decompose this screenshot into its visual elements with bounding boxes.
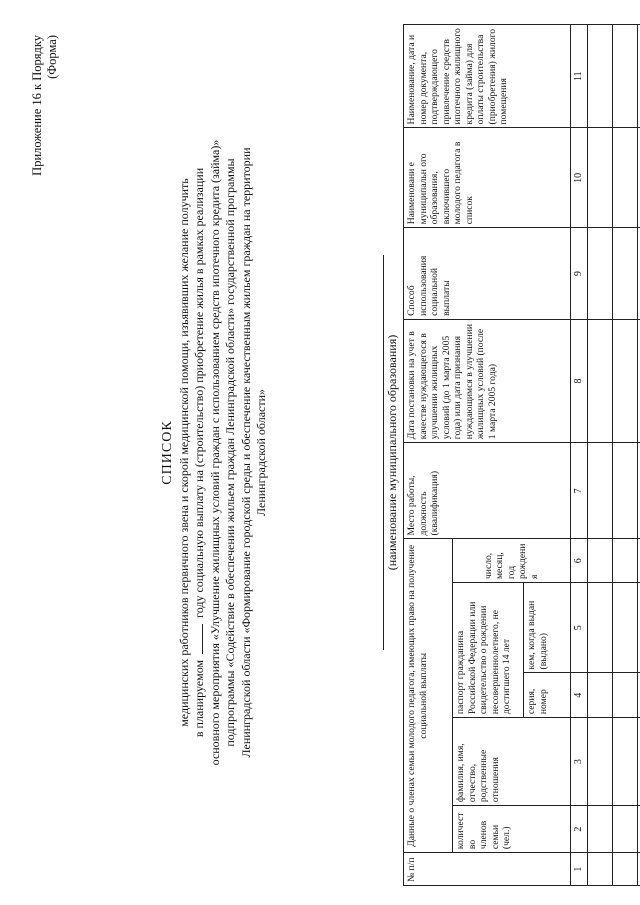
table-cell[interactable]: [588, 718, 613, 806]
table-cell[interactable]: [613, 319, 638, 442]
appendix-line-1: Приложение 16 к Порядку: [30, 35, 44, 176]
table-row: [588, 25, 613, 886]
header-registration-date: Дата постановки на учет в качестве нуждающегося в улучшении жилищных условий (до 1 марта 2005 года) или дата признания нуждающимся в улучшении жилищных условий (после 1 марта 2005 года): [404, 319, 571, 442]
header-series-number: серия, номер: [524, 673, 571, 718]
table-cell[interactable]: [588, 443, 613, 539]
header-num: № п/п: [404, 853, 571, 886]
recipients-table: [403, 24, 640, 886]
table-cell[interactable]: [613, 718, 638, 806]
header-family-group: Данные о членах семьи молодого педагога, имеющих право на получение социальной выплаты: [404, 539, 453, 853]
table-cell[interactable]: [588, 539, 613, 583]
table-cell[interactable]: [588, 25, 613, 128]
appendix-line-2: (Форма): [45, 35, 59, 79]
header-mortgage-document: Наименование, дата и номер документа, подтверждающего привлечение средств ипотечного жилищного кредита (займа) для оплаты строительства (приобретения) жилого помещения: [404, 25, 571, 128]
table-cell[interactable]: [613, 25, 638, 128]
header-row-1: [404, 25, 453, 886]
col-number-cell: 7: [571, 443, 588, 539]
col-number-cell: 8: [571, 319, 588, 442]
table-cell[interactable]: [613, 853, 638, 886]
table-cell[interactable]: [613, 443, 638, 539]
municipality-caption: (наименование муниципального образования): [385, 334, 399, 571]
col-number-cell: 2: [571, 806, 588, 853]
list-heading: СПИСОК: [160, 420, 175, 485]
appendix-header: [30, 35, 60, 285]
table-cell[interactable]: [588, 853, 613, 886]
col-number-cell: 9: [571, 228, 588, 320]
col-number-cell: 1: [571, 853, 588, 886]
list-title-block: [160, 40, 270, 865]
title-line-4: подпрограммы «Содействие в обеспечении жильем граждан Ленинградской области» государственной программы: [223, 158, 237, 747]
title-line-2: [192, 40, 208, 865]
header-passport-group: паспорт гражданина Российской Федерации или свидетельство о рождении несовершеннолетнего, не достигшего 14 лет: [453, 583, 524, 718]
header-birth-date: число, месяц, год рождения: [453, 539, 571, 583]
col-number-cell: 5: [571, 583, 588, 673]
col-number-cell: 11: [571, 25, 588, 128]
col-number-cell: 3: [571, 718, 588, 806]
header-family-count: количест во членов семьи (чел.): [453, 806, 571, 853]
header-work: Место работы, должность (квалификация): [404, 443, 571, 539]
title-line-2-start: в планируемом: [192, 659, 206, 738]
title-line-1: медицинских работников первичного звена и скорой медицинской помощи, изъявивших желание получить: [176, 178, 191, 727]
municipality-underline: [383, 255, 384, 650]
table-cell[interactable]: [588, 673, 613, 718]
title-line-5: Ленинградской области «Формирование городской среды и обеспечение качественным жильем граждан на территории: [238, 147, 253, 758]
table-cell[interactable]: [588, 806, 613, 853]
year-blank-field[interactable]: [192, 624, 203, 654]
col-number-cell: 10: [571, 128, 588, 228]
column-number-row: [571, 25, 588, 886]
col-number-cell: 4: [571, 673, 588, 718]
table-cell[interactable]: [613, 583, 638, 673]
header-fio: фамилия, имя, отчество, родственные отношения: [453, 718, 571, 806]
table-cell[interactable]: [588, 583, 613, 673]
table-cell[interactable]: [613, 539, 638, 583]
table-cell[interactable]: [588, 128, 613, 228]
table-cell[interactable]: [613, 228, 638, 320]
table-cell[interactable]: [588, 228, 613, 320]
col-number-cell: 6: [571, 539, 588, 583]
header-payment-method: Способ использования социальной выплаты: [404, 228, 571, 320]
table-cell[interactable]: [613, 673, 638, 718]
table-row: [613, 25, 638, 886]
table-cell[interactable]: [613, 806, 638, 853]
table-cell[interactable]: [613, 128, 638, 228]
table-cell[interactable]: [588, 319, 613, 442]
header-issued-by: кем, когда выдан (выдано): [524, 583, 571, 673]
title-line-3: основного мероприятия «Улучшение жилищных условий граждан с использованием средств ипотечного кредита (займа)»: [207, 139, 222, 766]
header-municipality: Наименовани е муниципальн ого образования, включившего молодого педагога в список: [404, 128, 571, 228]
title-line-2-end: году социальную выплату на (строительство) приобретение жилья в рамках реализации: [192, 167, 206, 618]
title-line-6: Ленинградской области»: [254, 388, 268, 517]
